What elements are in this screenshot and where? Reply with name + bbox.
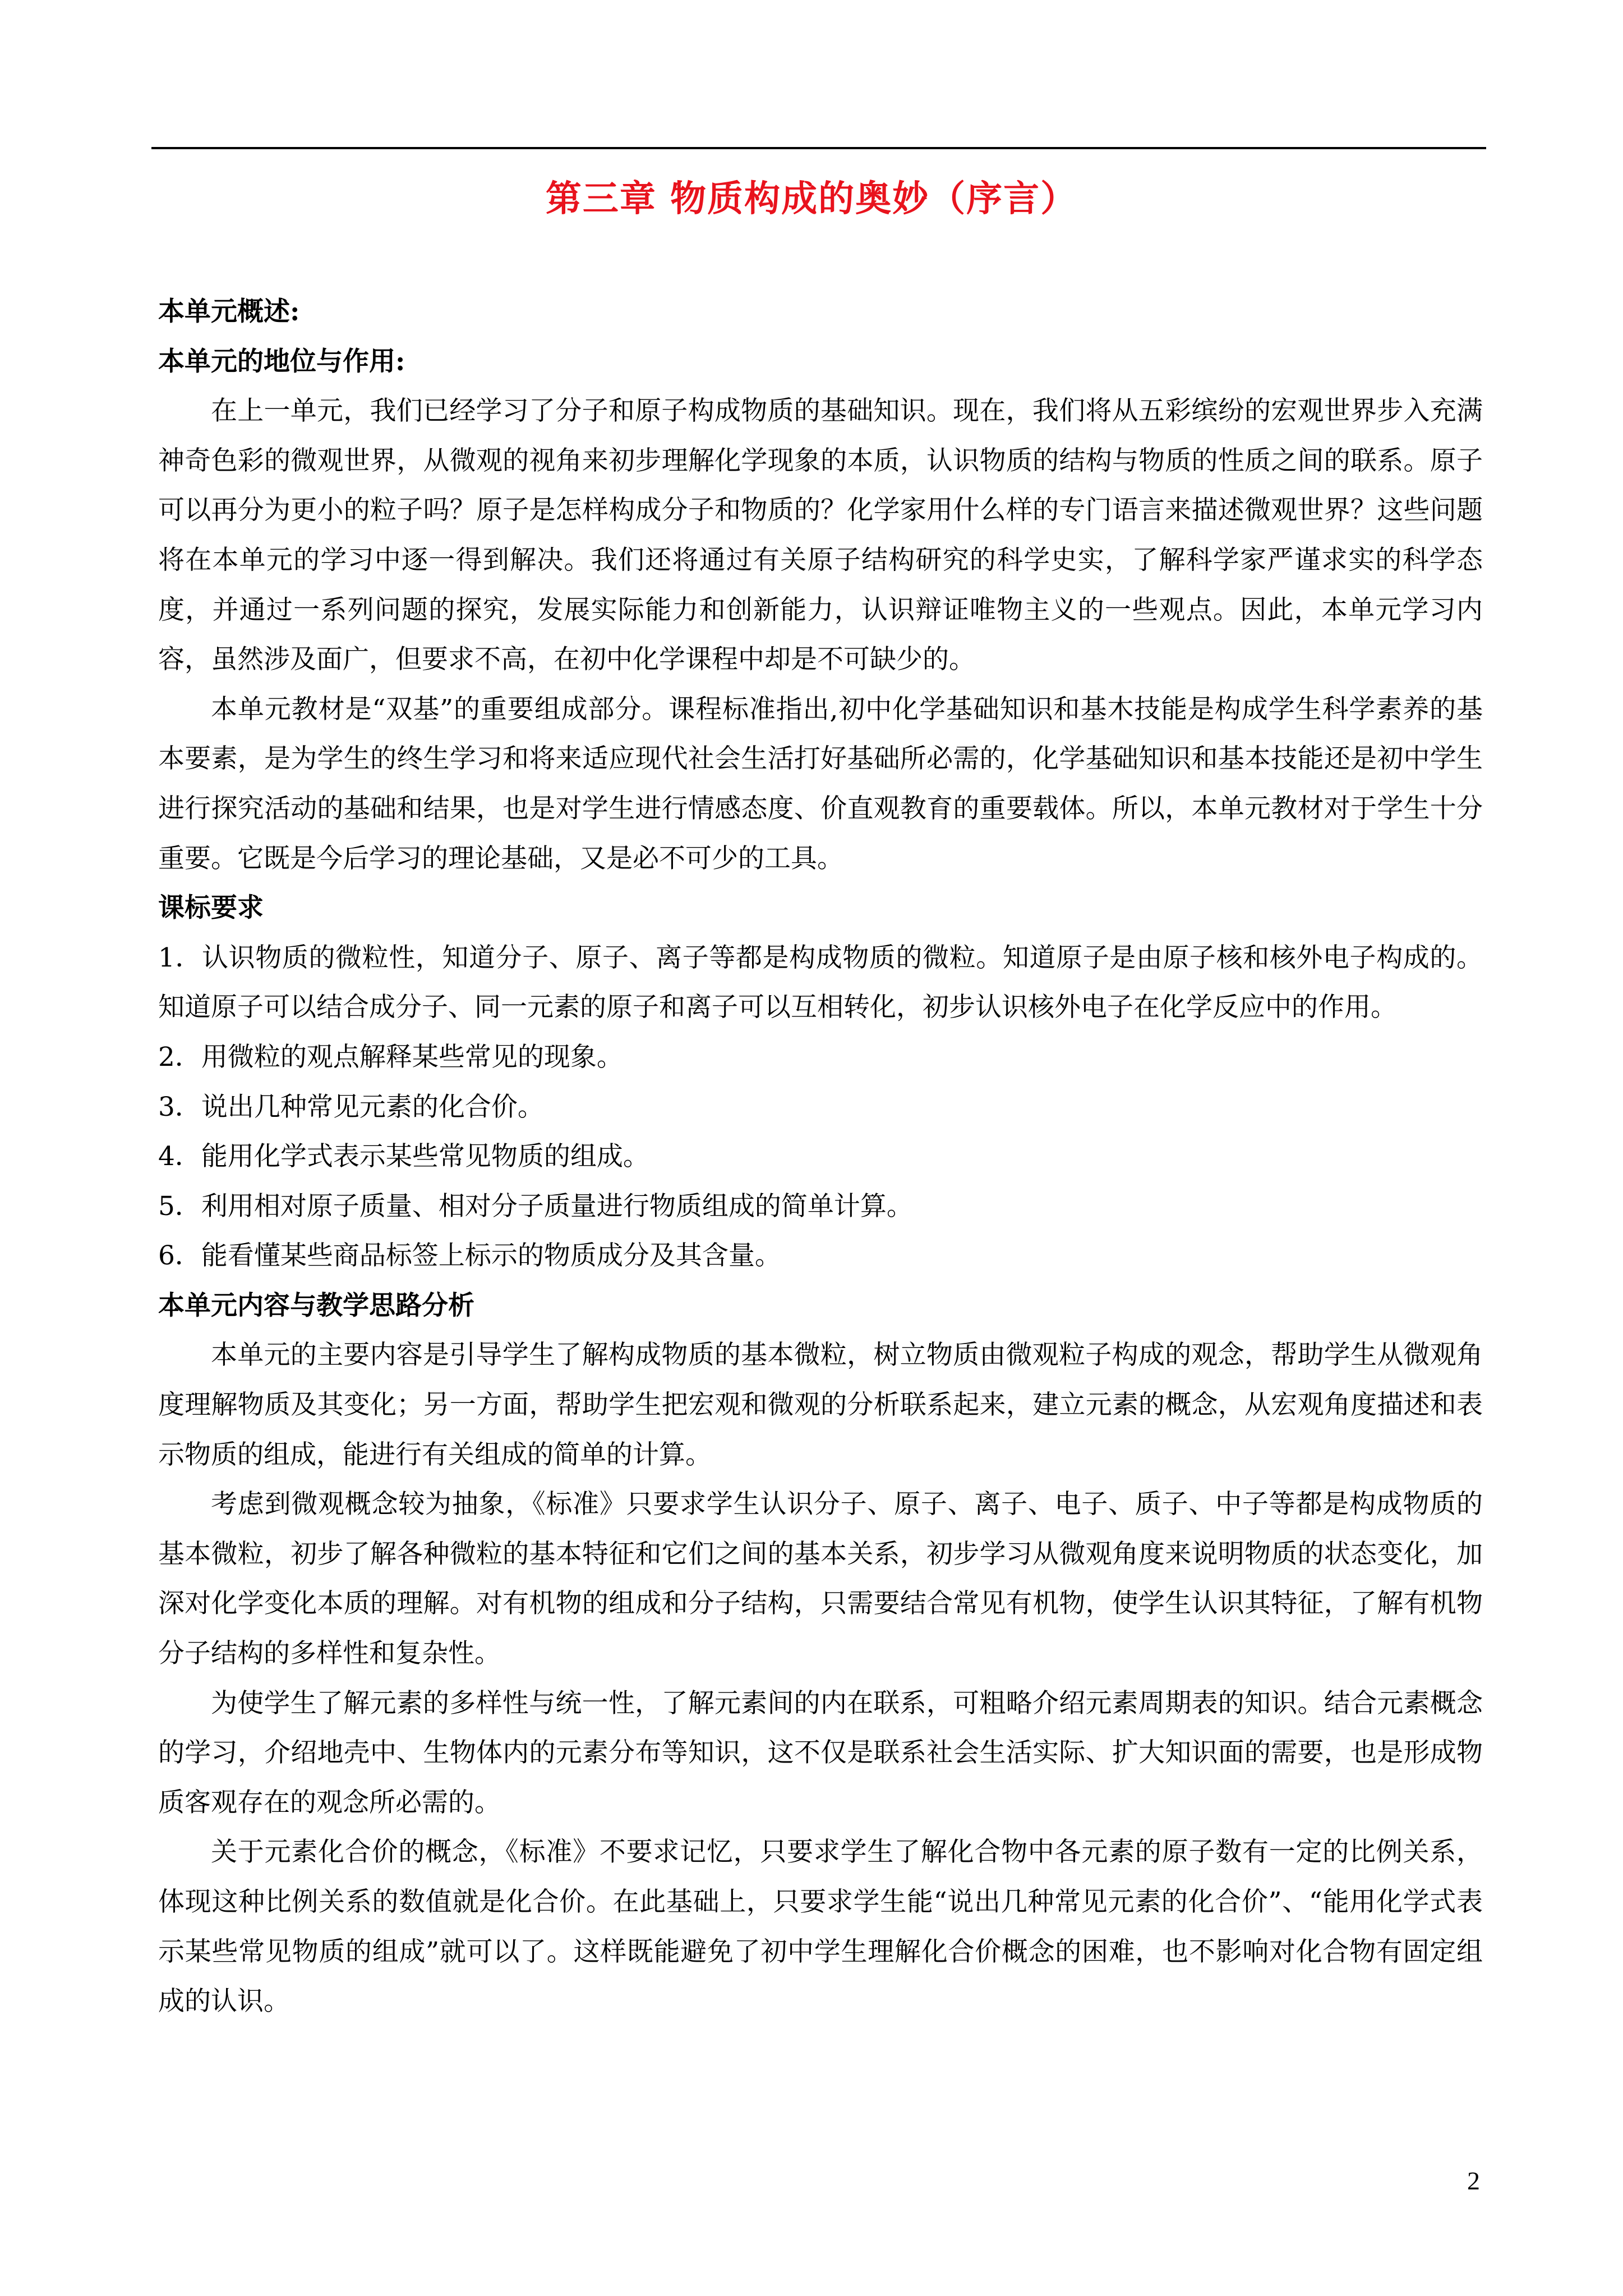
list-item: 4．能用化学式表示某些常见物质的组成。: [158, 1141, 649, 1172]
paragraph: 关于元素化合价的概念，《标准》不要求记忆，只要求学生了解化合物中各元素的原子数有一定的比例关系，体现这种比例关系的数值就是化合价。在此基础上，只要求学生能“说出几种常见元素的化合价”、“能用化学式表示某些常见物质的组成”就可以了。这样既能避免了初中学生理解化合价概念的困难，也不影响对化合物有固定组成的认识。: [158, 1837, 1483, 2017]
paragraph: 本单元的主要内容是引导学生了解构成物质的基本微粒，树立物质由微观粒子构成的观念，帮助学生从微观角度理解物质及其变化；另一方面，帮助学生把宏观和微观的分析联系起来，建立元素的概念，从宏观角度描述和表示物质的组成，能进行有关组成的简单的计算。: [158, 1340, 1483, 1470]
list-item: 6．能看懂某些商品标签上标示的物质成分及其含量。: [158, 1240, 781, 1272]
page-number: 2: [1467, 2166, 1480, 2195]
header-rule: [151, 147, 1486, 149]
paragraph: 在上一单元，我们已经学习了分子和原子构成物质的基础知识。现在，我们将从五彩缤纷的宏观世界步入充满神奇色彩的微观世界，从微观的视角来初步理解化学现象的本质，认识物质的结构与物质的性质之间的联系。原子可以再分为更小的粒子吗？原子是怎样构成分子和物质的？化学家用什么样的专门语言来描述微观世界？这些问题将在本单元的学习中逐一得到解决。我们还将通过有关原子结构研究的科学史实，了解科学家严谨求实的科学态度，并通过一系列问题的探究，发展实际能力和创新能力，认识辩证唯物主义的一些观点。因此，本单元学习内容，虽然涉及面广，但要求不高，在初中化学课程中却是不可缺少的。: [158, 395, 1483, 675]
list-item: 3．说出几种常见元素的化合价。: [158, 1091, 544, 1122]
section-heading-role: 本单元的地位与作用:: [158, 346, 405, 377]
list-item: 5．利用相对原子质量、相对分子质量进行物质组成的简单计算。: [158, 1190, 913, 1222]
page-title: 第三章 物质构成的奥妙（序言）: [545, 178, 1078, 220]
document-body: [158, 287, 1483, 2027]
section-heading-standards: 课标要求: [158, 892, 264, 924]
list-item: 2．用微粒的观点解释某些常见的现象。: [158, 1041, 623, 1073]
section-heading-overview: 本单元概述:: [158, 296, 300, 327]
paragraph: 本单元教材是“双基”的重要组成部分。课程标准指出,初中化学基础知识和基木技能是构成学生科学素养的基本要素，是为学生的终生学习和将来适应现代社会生活打好基础所必需的，化学基础知识和基本技能还是初中学生进行探究活动的基础和结果，也是对学生进行情感态度、价直观教育的重要载体。所以，本单元教材对于学生十分重要。它既是今后学习的理论基础，又是必不可少的工具。: [158, 693, 1483, 874]
section-heading-analysis: 本单元内容与教学思路分析: [158, 1290, 474, 1321]
paragraph: 考虑到微观概念较为抽象，《标准》只要求学生认识分子、原子、离子、电子、质子、中子等都是构成物质的基本微粒，初步了解各种微粒的基本特征和它们之间的基本关系，初步学习从微观角度来说明物质的状态变化，加深对化学变化本质的理解。对有机物的组成和分子结构，只需要结合常见有机物，使学生认识其特征，了解有机物分子结构的多样性和复杂性。: [158, 1489, 1483, 1669]
list-item: 1．认识物质的微粒性，知道分子、原子、离子等都是构成物质的微粒。知道原子是由原子核和核外电子构成的。知道原子可以结合成分子、同一元素的原子和离子可以互相转化，初步认识核外电子在化学反应中的作用。: [158, 942, 1483, 1023]
paragraph: 为使学生了解元素的多样性与统一性，了解元素间的内在联系，可粗略介绍元素周期表的知识。结合元素概念的学习，介绍地壳中、生物体内的元素分布等知识，这不仅是联系社会生活实际、扩大知识面的需要，也是形成物质客观存在的观念所必需的。: [158, 1687, 1483, 1818]
